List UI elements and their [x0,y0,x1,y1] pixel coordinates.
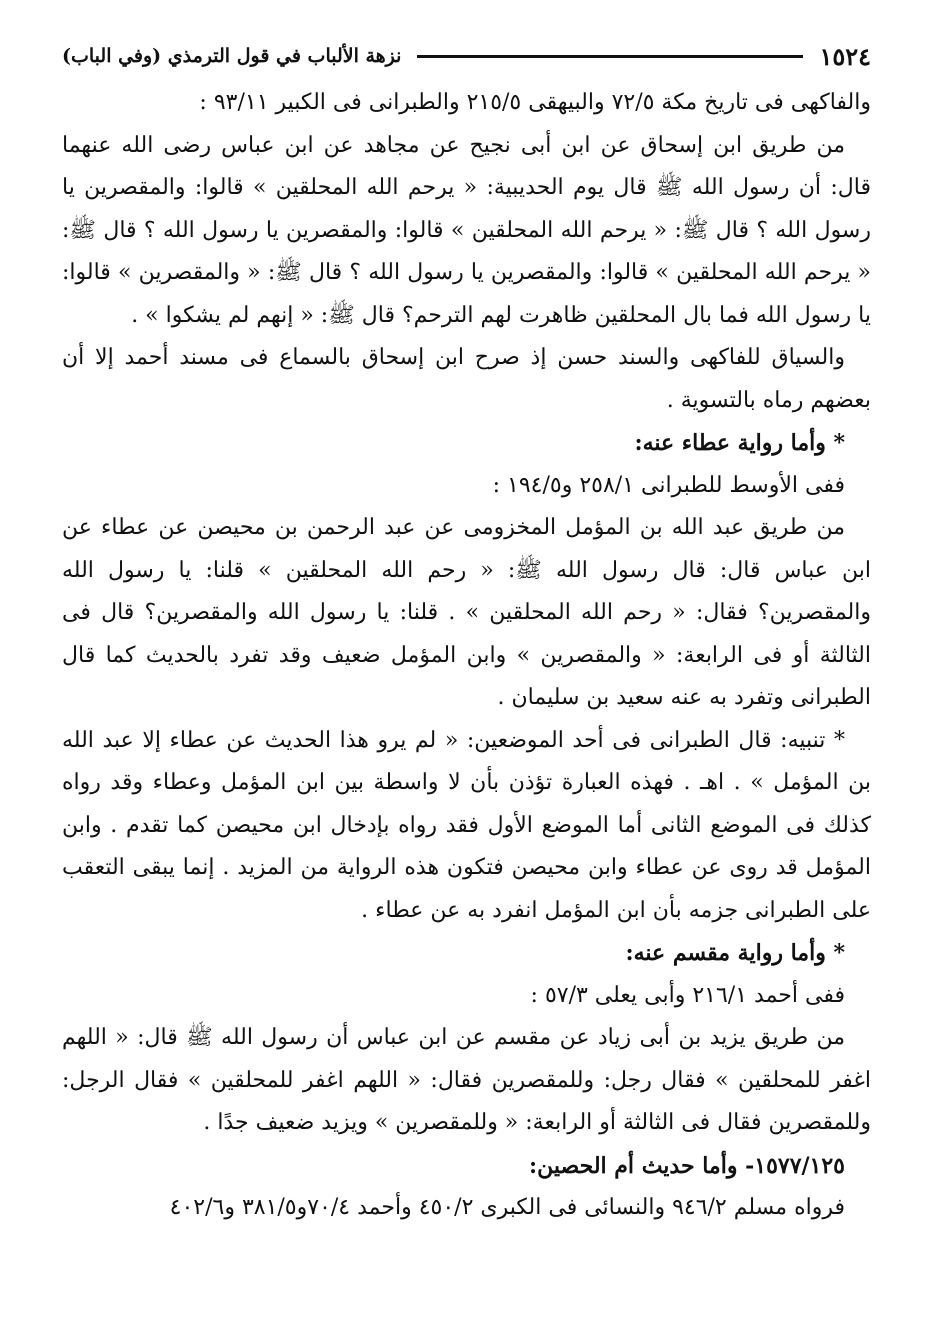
paragraph-tanbih: * تنبيه: قال الطبرانى فى أحد الموضعين: « لم يرو هذا الحديث عن عطاء إلا عبد الله بن المؤمل » . اهـ . فهذه العبارة تؤذن بأن لا واسطة بين ابن المؤمل وعطاء وقد رواه كذلك فى الموضع الثانى أما الموضع الأول فقد رواه بإدخال ابن محيصن كما تقدم . وابن المؤمل قد روى عن عطاء وابن محيصن فتكون هذه الرواية من المزيد . إنما يبقى التعقب على الطبرانى جزمه بأن ابن المؤمل انفرد به عن عطاء . [62,727,871,923]
paragraph-hadith-miqsam: من طريق يزيد بن أبى زياد عن مقسم عن ابن عباس أن رسول الله ﷺ قال: « اللهم اغفر للمحلقين » فقال رجل: وللمقصرين فقال: « اللهم اغفر للمحلقين » فقال الرجل: وللمقصرين فقال فى الثالثة أو الرابعة: « وللمقصرين » ويزيد ضعيف جدًا . [62,1025,871,1135]
paragraph-sources-awsat: ففى الأوسط للطبرانى ٢٥٨/١ و١٩٤/٥ : [492,472,845,498]
page-number: ١٥٢٤ [819,41,871,71]
paragraph-hadith-ata: من طريق عبد الله بن المؤمل المخزومى عن عبد الرحمن بن محيصن عن عطاء عن ابن عباس قال: قال رسول الله ﷺ: « رحم الله المحلقين » قلنا: يا رسول الله والمقصرين؟ فقال: « رحم الله المحلقين » . قلنا: يا رسول الله والمقصرين؟ قال فى الثالثة أو فى الرابعة: « والمقصرين » وابن المؤمل ضعيف وقد تفرد بالحديث كما قال الطبرانى وتفرد به عنه سعيد بن سليمان . [62,515,871,710]
running-header [62,40,871,72]
paragraph-sources-fakihi: والفاكهى فى تاريخ مكة ٧٢/٥ والبيهقى ٢١٥/٥ والطبرانى فى الكبير ٩٣/١١ : [199,90,871,115]
paragraph-sources-muslim: فرواه مسلم ٩٤٦/٢ والنسائى فى الكبرى ٤٥٠/٢ وأحمد ٧٠/٤و٣٨١/٥ و٤٠٢/٦ [169,1195,845,1220]
page-body [62,82,871,1230]
paragraph-hadith-mujahid: من طريق ابن إسحاق عن ابن أبى نجيح عن مجاهد عن ابن عباس رضى الله عنهما قال: أن رسول الله ﷺ قال يوم الحديبية: « يرحم الله المحلقين » قالوا: والمقصرين يا رسول الله ؟ قال ﷺ: « يرحم الله المحلقين » قالوا: والمقصرين يا رسول الله ؟ قال ﷺ: « يرحم الله المحلقين » قالوا: والمقصرين يا رسول الله ؟ قال ﷺ: « والمقصرين » قالوا: يا رسول الله فما بال المحلقين ظاهرت لهم الترحم؟ قال ﷺ: « إنهم لم يشكوا » . [62,132,871,328]
paragraph-sources-ahmad: ففى أحمد ٢١٦/١ وأبى يعلى ٥٧/٣ : [530,982,845,1008]
paragraph-isnad-note: والسياق للفاكهى والسند حسن إذ صرح ابن إسحاق بالسماع فى مسند أحمد إلا أن بعضهم رماه بالتسوية . [62,345,871,413]
section-heading-umm-husayn: ١٥٧٧/١٢٥- وأما حديث أم الحصين: [529,1152,845,1179]
running-title: نزهة الألباب في قول الترمذي (وفي الباب) [62,45,402,67]
section-heading-ata: * وأما رواية عطاء عنه: [634,430,845,456]
section-heading-miqsam: * وأما رواية مقسم عنه: [625,940,845,966]
header-rule [417,55,803,58]
